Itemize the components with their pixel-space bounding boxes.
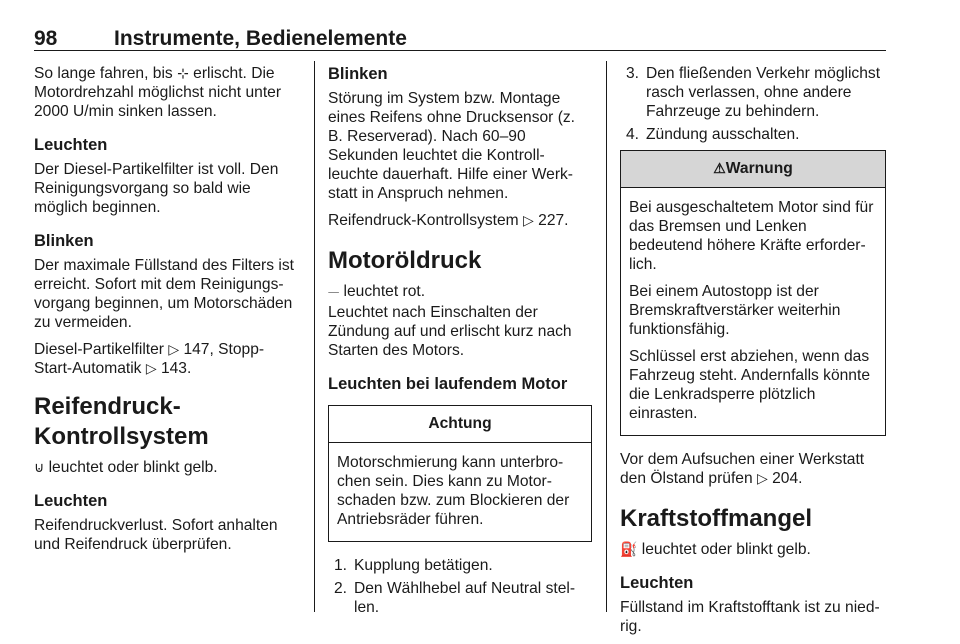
step-item xyxy=(620,125,886,144)
step-list xyxy=(620,64,886,144)
leuchten-paragraph: Füllstand im Kraftstofftank ist zu nied-rig. xyxy=(620,599,880,635)
step-number: 2. xyxy=(334,580,348,597)
heading-leuchten: Leuchten xyxy=(620,574,694,592)
section-title-kraftstoffmangel: Kraftstoffmangel xyxy=(620,505,813,532)
step-text: Den Wählhebel auf Neutral stel-len. xyxy=(354,580,576,616)
page-reference-icon: ▷ xyxy=(523,212,534,228)
heading-leuchten-bei-laufendem-motor: Leuchten bei laufendem Motor xyxy=(328,375,568,393)
page-reference[interactable]: 204 xyxy=(772,470,799,487)
fuel-indicator-paragraph: ⛽ leuchtet oder blinkt gelb. xyxy=(620,541,811,558)
column-2 xyxy=(328,64,592,623)
achtung-title: Achtung xyxy=(329,406,591,443)
page-reference[interactable]: 147 xyxy=(183,341,210,358)
step-item xyxy=(620,64,886,121)
heading-blinken: Blinken xyxy=(34,232,94,250)
step-item xyxy=(328,556,592,575)
page-reference[interactable]: 143 xyxy=(160,360,187,377)
heading-leuchten: Leuchten xyxy=(34,136,108,154)
page-reference-icon: ▷ xyxy=(168,341,180,357)
cross-reference: Reifendruck-Kontrollsystem ▷ 227. xyxy=(328,212,569,229)
column-divider xyxy=(606,61,607,612)
achtung-body xyxy=(329,443,591,541)
oil-pressure-icon: ⏤ xyxy=(328,283,340,299)
warnung-title: ⚠Warnung xyxy=(621,151,885,188)
column-3 xyxy=(620,64,886,644)
page-reference-icon: ▷ xyxy=(145,360,157,376)
section-title-motoroeldruck: Motoröldruck xyxy=(328,247,482,274)
oil-paragraph: Leuchtet nach Einschalten der Zündung auf und erlischt kurz nach Starten des Motors. xyxy=(328,304,572,359)
warning-icon: ⚠ xyxy=(713,160,726,176)
blinken-paragraph: Der maximale Füllstand des Filters ist erreicht. Sofort mit dem Reinigungs-vorgang beginnen, um Motorschäden zu vermeiden. xyxy=(34,257,294,331)
heading-leuchten: Leuchten xyxy=(34,492,108,510)
step-text: Kupplung betätigen. xyxy=(354,557,493,574)
page-reference-icon: ▷ xyxy=(756,470,768,486)
warnung-paragraph: Bei ausgeschaltetem Motor sind für das Bremsen und Lenken bedeutend höhere Kräfte erforder-lich. xyxy=(629,199,874,273)
header-rule xyxy=(34,50,886,51)
tire-indicator-paragraph: ⊍ leuchtet oder blinkt gelb. xyxy=(34,459,218,476)
page-header xyxy=(34,27,886,51)
leuchten-paragraph: Der Diesel-Partikelfilter ist voll. Den Reinigungsvorgang so bald wie möglich beginnen. xyxy=(34,161,279,216)
cross-reference: Diesel-Partikelfilter ▷ 147, Stopp-Start-Automatik ▷ 143. xyxy=(34,341,265,377)
achtung-box xyxy=(328,405,592,542)
step-number: 4. xyxy=(626,126,640,143)
step-text: Zündung ausschalten. xyxy=(646,126,800,143)
column-1 xyxy=(34,64,300,562)
tire-pressure-icon: ⊍ xyxy=(34,459,45,475)
step-number: 1. xyxy=(334,557,348,574)
page-reference[interactable]: 227 xyxy=(538,212,565,229)
intro-paragraph: So lange fahren, bis ⊹ erlischt. Die Motordrehzahl möglichst nicht unter 2000 U/min sinken lassen. xyxy=(34,65,282,120)
particle-filter-icon: ⊹ xyxy=(177,65,189,81)
step-item xyxy=(328,579,592,617)
oil-indicator-paragraph: ⏤ leuchtet rot. xyxy=(328,283,426,300)
leuchten-paragraph: Reifendruckverlust. Sofort anhalten und Reifendruck überprüfen. xyxy=(34,517,278,553)
step-number: 3. xyxy=(626,65,640,82)
step-list xyxy=(328,556,592,617)
heading-blinken: Blinken xyxy=(328,65,388,83)
section-title-reifendruck: Reifendruck-Kontrollsystem xyxy=(34,393,209,450)
warnung-body xyxy=(621,188,885,435)
column-divider xyxy=(314,61,315,612)
step-text: Den fließenden Verkehr möglichst rasch verlassen, ohne andere Fahrzeuge zu behindern. xyxy=(646,65,881,120)
blinken-paragraph: Störung im System bzw. Montage eines Reifens ohne Drucksensor (z. B. Reserverad). Nach 60–90 Sekunden leuchtet die Kontroll-leuchte dauerhaft. Hilfe einer Werk-statt in Anspruch nehmen. xyxy=(328,90,576,202)
warnung-box xyxy=(620,150,886,436)
achtung-text: Motorschmierung kann unterbro-chen sein. Dies kann zu Motor-schaden bzw. zum Blockieren der Antriebsräder führen. xyxy=(337,454,570,528)
chapter-title: Instrumente, Bedienelemente xyxy=(114,27,407,50)
fuel-pump-icon: ⛽ xyxy=(620,541,638,557)
warnung-paragraph: Bei einem Autostopp ist der Bremskraftverstärker weiterhin funktionsfähig. xyxy=(629,283,841,338)
warnung-paragraph: Schlüssel erst abziehen, wenn das Fahrzeug steht. Andernfalls könnte die Lenkradsperre plötzlich einrasten. xyxy=(629,348,870,422)
cross-reference: Vor dem Aufsuchen einer Werkstatt den Ölstand prüfen ▷ 204. xyxy=(620,451,865,487)
page-number: 98 xyxy=(34,27,58,50)
